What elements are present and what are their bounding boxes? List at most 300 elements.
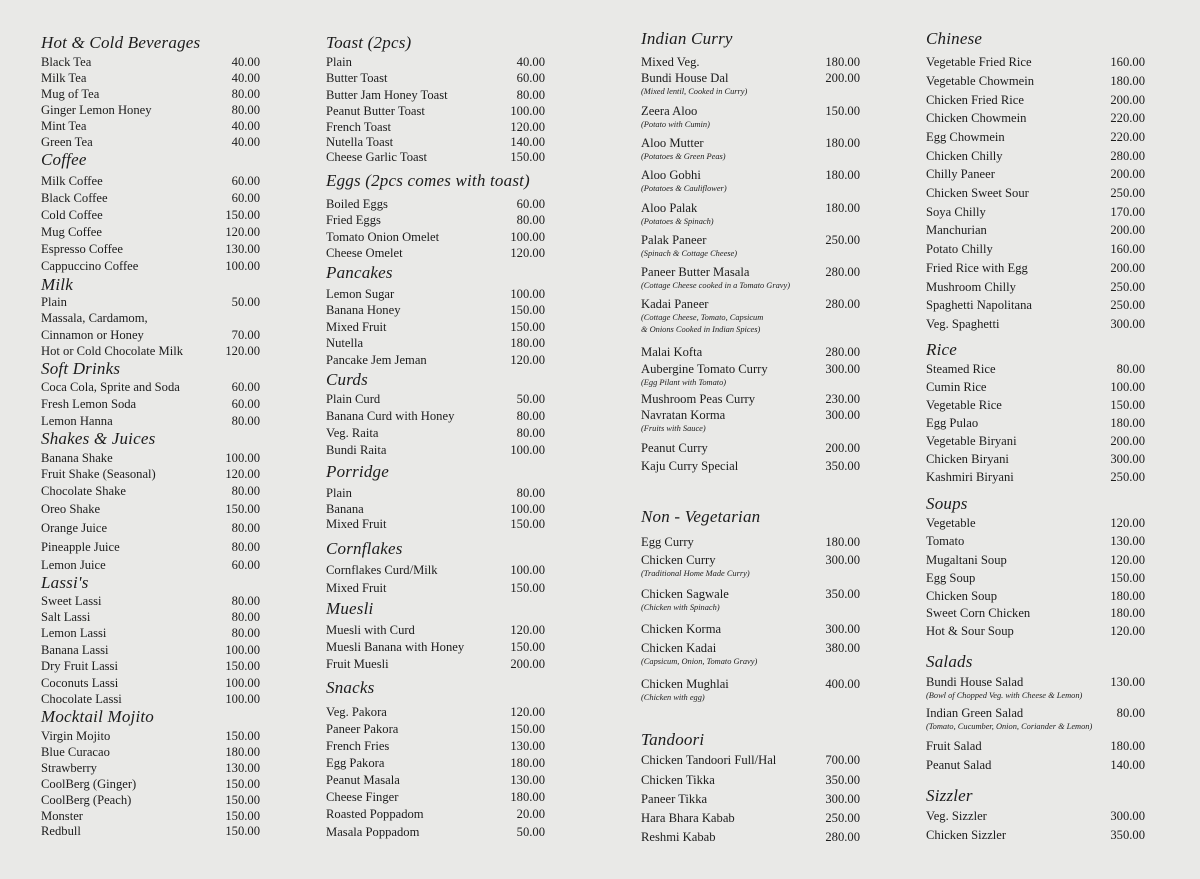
- menu-item-name: Lemon Hanna: [41, 414, 113, 428]
- menu-item: [326, 391, 545, 407]
- menu-item: [641, 621, 860, 637]
- menu-item-price: 150.00: [510, 722, 545, 736]
- menu-item: [641, 829, 860, 845]
- menu-item-description: (Capsicum, Onion, Tomato Gravy): [641, 657, 758, 666]
- menu-item-name: Egg Curry: [641, 535, 694, 549]
- menu-item-name: Coconuts Lassi: [41, 676, 119, 690]
- menu-item-name: Chicken Kadai: [641, 641, 717, 655]
- menu-item: [926, 570, 1145, 586]
- menu-item: [41, 190, 260, 206]
- menu-item: [926, 433, 1145, 449]
- menu-item: [326, 408, 545, 424]
- menu-item-price: 130.00: [510, 739, 545, 753]
- menu-item: [41, 593, 260, 609]
- menu-item-price: 80.00: [516, 213, 545, 227]
- menu-item-name: Cornflakes Curd/Milk: [326, 563, 438, 577]
- menu-item-name: Ginger Lemon Honey: [41, 103, 152, 117]
- menu-item-description: (Potatoes & Spinach): [641, 217, 714, 226]
- menu-item-price: 200.00: [1110, 167, 1145, 181]
- menu-item-price: 300.00: [825, 362, 860, 376]
- menu-item: [641, 772, 860, 788]
- menu-item-description: (Bowl of Chopped Veg. with Cheese & Lemon): [926, 691, 1083, 700]
- menu-item-price: 200.00: [1110, 223, 1145, 237]
- menu-item-price: 700.00: [825, 753, 860, 767]
- menu-item-name: Roasted Poppadom: [326, 807, 424, 821]
- menu-item-name: Fried Eggs: [326, 213, 381, 227]
- section-heading: Snacks: [326, 678, 375, 697]
- menu-item-price: 280.00: [825, 265, 860, 279]
- menu-item-price: 300.00: [825, 792, 860, 806]
- menu-item-name: Banana Shake: [41, 451, 113, 465]
- section-heading: Lassi's: [41, 573, 89, 592]
- menu-item-price: 80.00: [231, 610, 260, 624]
- menu-item: [926, 674, 1145, 690]
- menu-item-name: Cappuccino Coffee: [41, 259, 139, 273]
- menu-item-price: 80.00: [516, 88, 545, 102]
- menu-item: [326, 580, 545, 596]
- menu-item: [41, 744, 260, 760]
- menu-item-price: 80.00: [1116, 706, 1145, 720]
- menu-item-price: 120.00: [510, 705, 545, 719]
- section-heading: Rice: [926, 340, 957, 359]
- menu-item: [41, 327, 260, 343]
- menu-item: [326, 755, 545, 771]
- menu-item: [326, 656, 545, 672]
- menu-item-name: Chicken Tikka: [641, 773, 715, 787]
- menu-item-price: 150.00: [510, 581, 545, 595]
- menu-item-price: 280.00: [825, 297, 860, 311]
- menu-item: [41, 413, 260, 429]
- section-heading: Eggs (2pcs comes with toast): [326, 171, 530, 190]
- menu-item-name: Mushroom Peas Curry: [641, 392, 756, 406]
- menu-item-name: CoolBerg (Ginger): [41, 777, 137, 791]
- menu-item-name: Plain: [41, 295, 67, 309]
- menu-item: [326, 738, 545, 754]
- menu-item-price: 50.00: [231, 295, 260, 309]
- menu-item-name: Vegetable Fried Rice: [926, 55, 1032, 69]
- menu-item-name: Mugaltani Soup: [926, 553, 1007, 567]
- menu-item: [41, 294, 260, 310]
- menu-item-name: Chicken Sweet Sour: [926, 186, 1029, 200]
- menu-item-name: Banana: [326, 502, 364, 516]
- menu-item-name: Hara Bhara Kabab: [641, 811, 735, 825]
- menu-item-price: 250.00: [1110, 470, 1145, 484]
- menu-item-price: 100.00: [225, 259, 260, 273]
- menu-item-price: 150.00: [225, 502, 260, 516]
- menu-item-name: Paneer Tikka: [641, 792, 708, 806]
- menu-item-price: 130.00: [1110, 534, 1145, 548]
- menu-item: [326, 352, 545, 368]
- menu-item: [926, 379, 1145, 395]
- menu-item: [641, 752, 860, 768]
- menu-item: [326, 103, 545, 119]
- menu-item-name: Chicken Fried Rice: [926, 93, 1024, 107]
- menu-item-price: 250.00: [1110, 298, 1145, 312]
- menu-item-name: Peanut Masala: [326, 773, 400, 787]
- section-heading: Toast (2pcs): [326, 33, 412, 52]
- menu-item-price: 130.00: [225, 761, 260, 775]
- menu-item-price: 400.00: [825, 677, 860, 691]
- menu-item-name: Cheese Omelet: [326, 246, 403, 260]
- menu-item-name: Chocolate Lassi: [41, 692, 122, 706]
- menu-item-description: (Cottage Cheese, Tomato, Capsicum: [641, 313, 764, 322]
- menu-item-name: Pineapple Juice: [41, 540, 120, 554]
- menu-item: [926, 279, 1145, 295]
- menu-item: [41, 224, 260, 240]
- menu-item: [41, 118, 260, 134]
- menu-item-price: 180.00: [825, 535, 860, 549]
- menu-item: [41, 343, 260, 359]
- menu-item-name: Masala Poppadom: [326, 825, 420, 839]
- menu-item-price: 40.00: [231, 55, 260, 69]
- menu-item: [926, 705, 1145, 721]
- menu-item-name: Hot & Sour Soup: [926, 624, 1014, 638]
- menu-item: [326, 704, 545, 720]
- menu-item: [41, 609, 260, 625]
- menu-item-price: 120.00: [225, 344, 260, 358]
- menu-item-price: 100.00: [510, 104, 545, 118]
- section-heading: Non - Vegetarian: [641, 507, 761, 526]
- menu-item-name: Chicken Korma: [641, 622, 722, 636]
- menu-item-name: Chicken Mughlai: [641, 677, 729, 691]
- menu-item-price: 150.00: [1110, 571, 1145, 585]
- menu-item-name: Mixed Fruit: [326, 581, 387, 595]
- menu-item: [41, 776, 260, 792]
- menu-item: [41, 625, 260, 641]
- menu-item-name: Salt Lassi: [41, 610, 91, 624]
- menu-item: [41, 450, 260, 466]
- menu-item-name: Mixed Fruit: [326, 517, 387, 531]
- menu-item: [926, 738, 1145, 754]
- menu-item-name: Potato Chilly: [926, 242, 993, 256]
- menu-item-price: 200.00: [825, 71, 860, 85]
- menu-item: [926, 110, 1145, 126]
- menu-item: [326, 119, 545, 135]
- menu-item: [41, 258, 260, 274]
- menu-item: [641, 458, 860, 474]
- menu-item: [926, 204, 1145, 220]
- menu-item: [41, 70, 260, 86]
- menu-item-name: Nutella: [326, 336, 364, 350]
- menu-item-price: 100.00: [1110, 380, 1145, 394]
- menu-item-price: 140.00: [1110, 758, 1145, 772]
- menu-item-price: 350.00: [825, 459, 860, 473]
- menu-item: [926, 73, 1145, 89]
- menu-item: [326, 721, 545, 737]
- menu-item: [41, 539, 260, 555]
- menu-item-name: Chicken Chilly: [926, 149, 1003, 163]
- menu-item: [326, 335, 545, 351]
- menu-item-price: 160.00: [1110, 55, 1145, 69]
- menu-item: [641, 407, 860, 423]
- menu-item: [641, 200, 860, 216]
- menu-item-price: 150.00: [510, 303, 545, 317]
- menu-item-description-line2: & Onions Cooked in Indian Spices): [641, 325, 761, 334]
- menu-item-price: 80.00: [516, 409, 545, 423]
- menu-item-name: Monster: [41, 809, 83, 823]
- menu-item-price: 120.00: [225, 225, 260, 239]
- menu-item-name: Bundi House Salad: [926, 675, 1024, 689]
- menu-item: [926, 260, 1145, 276]
- menu-item-name: French Toast: [326, 120, 391, 134]
- menu-item: [326, 639, 545, 655]
- menu-item-price: 150.00: [225, 208, 260, 222]
- menu-item-name: Cheese Finger: [326, 790, 399, 804]
- menu-item: [41, 379, 260, 395]
- menu-item-name: Zeera Aloo: [641, 104, 698, 118]
- menu-item: [326, 54, 545, 70]
- menu-item-name: Cold Coffee: [41, 208, 103, 222]
- menu-item: [926, 222, 1145, 238]
- menu-item: [926, 605, 1145, 621]
- menu-item: [41, 808, 260, 824]
- menu-item-price: 80.00: [516, 486, 545, 500]
- menu-item-price: 60.00: [231, 397, 260, 411]
- menu-item-price: 180.00: [825, 201, 860, 215]
- menu-item-name: Chicken Biryani: [926, 452, 1009, 466]
- menu-item: [326, 789, 545, 805]
- menu-item: [926, 515, 1145, 531]
- menu-item-price: 40.00: [231, 135, 260, 149]
- menu-item: [926, 129, 1145, 145]
- menu-item: [926, 54, 1145, 70]
- menu-item-price: 180.00: [225, 745, 260, 759]
- menu-item-description: (Tomato, Cucumber, Onion, Coriander & Lemon): [926, 722, 1093, 731]
- menu-item-name: Fruit Muesli: [326, 657, 389, 671]
- menu-item: [641, 676, 860, 692]
- menu-item-price: 120.00: [510, 246, 545, 260]
- menu-item-name: Bundi Raita: [326, 443, 387, 457]
- menu-item: [641, 534, 860, 550]
- menu-item-price: 350.00: [1110, 828, 1145, 842]
- menu-item: [41, 642, 260, 658]
- menu-item: [326, 824, 545, 840]
- menu-item-price: 100.00: [225, 692, 260, 706]
- section-heading: Curds: [326, 370, 368, 389]
- menu-item: [926, 148, 1145, 164]
- menu-item-price: 180.00: [1110, 589, 1145, 603]
- menu-item-price: 120.00: [510, 120, 545, 134]
- menu-item-name: Aloo Gobhi: [641, 168, 701, 182]
- section-heading: Chinese: [926, 29, 983, 48]
- menu-item-name: Veg. Pakora: [326, 705, 387, 719]
- menu-item-description: (Mixed lentil, Cooked in Curry): [641, 87, 748, 96]
- menu-item: [41, 557, 260, 573]
- menu-item-name: Lemon Sugar: [326, 287, 395, 301]
- section-heading: Muesli: [326, 599, 374, 618]
- menu-item-name: Chicken Sagwale: [641, 587, 729, 601]
- menu-item-price: 200.00: [1110, 261, 1145, 275]
- menu-item-name: Lemon Lassi: [41, 626, 107, 640]
- menu-item-price: 250.00: [825, 811, 860, 825]
- menu-item: [41, 728, 260, 744]
- menu-item-description: (Cottage Cheese cooked in a Tomato Gravy): [641, 281, 791, 290]
- menu-item-name: Mixed Veg.: [641, 55, 700, 69]
- menu-item: [41, 396, 260, 412]
- menu-item: [641, 264, 860, 280]
- menu-item-price: 80.00: [231, 626, 260, 640]
- menu-item-name: Kashmiri Biryani: [926, 470, 1014, 484]
- menu-item-name: Fresh Lemon Soda: [41, 397, 137, 411]
- menu-item-name: Vegetable Biryani: [926, 434, 1017, 448]
- menu-item-name: Chicken Soup: [926, 589, 998, 603]
- menu-item-price: 40.00: [231, 119, 260, 133]
- menu-item-name: Vegetable: [926, 516, 976, 530]
- menu-item-name: Green Tea: [41, 135, 93, 149]
- menu-item-name: Peanut Curry: [641, 441, 708, 455]
- menu-item: [926, 827, 1145, 843]
- menu-item-name: Spaghetti Napolitana: [926, 298, 1032, 312]
- menu-item: [41, 54, 260, 70]
- menu-item-price: 200.00: [1110, 93, 1145, 107]
- menu-item: [326, 501, 545, 517]
- menu-item-name: Chicken Tandoori Full/Hal: [641, 753, 777, 767]
- menu-item-price: 180.00: [825, 55, 860, 69]
- menu-item-description: (Spinach & Cottage Cheese): [641, 249, 738, 258]
- menu-item-name: Egg Chowmein: [926, 130, 1005, 144]
- section-heading: Milk: [41, 275, 73, 294]
- menu-item-name: Tomato: [926, 534, 965, 548]
- menu-item-price: 180.00: [510, 336, 545, 350]
- menu-item-name: CoolBerg (Peach): [41, 793, 132, 807]
- menu-item-price: 60.00: [231, 191, 260, 205]
- menu-item-description: (Potatoes & Green Peas): [641, 152, 726, 161]
- menu-item-name: Milk Coffee: [41, 174, 103, 188]
- menu-item-description: (Chicken with Spinach): [641, 603, 720, 612]
- menu-item: [926, 361, 1145, 377]
- menu-item: [926, 623, 1145, 639]
- menu-item-name: Malai Kofta: [641, 345, 703, 359]
- menu-item-name: Pancake Jem Jeman: [326, 353, 427, 367]
- menu-item-description: (Fruits with Sauce): [641, 424, 706, 433]
- menu-item: [641, 103, 860, 119]
- menu-item-name: Vegetable Chowmein: [926, 74, 1035, 88]
- menu-item-price: 150.00: [510, 150, 545, 164]
- menu-item-price: 120.00: [1110, 553, 1145, 567]
- section-heading: Soups: [926, 494, 968, 513]
- menu-item-price: 50.00: [516, 392, 545, 406]
- menu-item-price: 80.00: [231, 414, 260, 428]
- menu-item-name: Bundi House Dal: [641, 71, 729, 85]
- menu-item-name: Banana Lassi: [41, 643, 109, 657]
- menu-item-price: 100.00: [510, 502, 545, 516]
- menu-item: [326, 196, 545, 212]
- menu-item: [41, 658, 260, 674]
- menu-item-price: 100.00: [510, 287, 545, 301]
- menu-item-name: Mixed Fruit: [326, 320, 387, 334]
- menu-item-price: 220.00: [1110, 111, 1145, 125]
- menu-item-price: 180.00: [825, 136, 860, 150]
- menu-item-price: 230.00: [825, 392, 860, 406]
- menu-item: [41, 241, 260, 257]
- menu-item-name: Veg. Spaghetti: [926, 317, 1000, 331]
- menu-item-price: 120.00: [1110, 516, 1145, 530]
- menu-item: [326, 622, 545, 638]
- menu-item: [326, 286, 545, 302]
- menu-item: [926, 316, 1145, 332]
- menu-item-name: Redbull: [41, 824, 81, 838]
- menu-item-price: 50.00: [516, 825, 545, 839]
- menu-item-name: Mushroom Chilly: [926, 280, 1016, 294]
- menu-item-name: Muesli Banana with Honey: [326, 640, 465, 654]
- menu-item-name: Mug of Tea: [41, 87, 100, 101]
- menu-item: [41, 134, 260, 150]
- menu-item-name: Plain: [326, 55, 352, 69]
- menu-item-name: Lemon Juice: [41, 558, 106, 572]
- menu-item-name: Coca Cola, Sprite and Soda: [41, 380, 180, 394]
- menu-item: [326, 229, 545, 245]
- menu-item-price: 60.00: [231, 380, 260, 394]
- menu-item: [641, 296, 860, 312]
- menu-item-name: Sweet Corn Chicken: [926, 606, 1031, 620]
- menu-item-name: Fried Rice with Egg: [926, 261, 1028, 275]
- menu-item-price: 40.00: [516, 55, 545, 69]
- menu-item-name: Veg. Raita: [326, 426, 379, 440]
- menu-item-price: 300.00: [825, 408, 860, 422]
- menu-item: [41, 792, 260, 808]
- menu-item-name: Hot or Cold Chocolate Milk: [41, 344, 184, 358]
- menu-item-price: 100.00: [225, 676, 260, 690]
- menu-item-price: 300.00: [1110, 809, 1145, 823]
- menu-item: [41, 102, 260, 118]
- menu-item-price: 130.00: [225, 242, 260, 256]
- menu-item-name: Aloo Mutter: [641, 136, 704, 150]
- menu-item-price: 60.00: [231, 174, 260, 188]
- menu-item: [41, 173, 260, 189]
- menu-item-name: Cumin Rice: [926, 380, 987, 394]
- menu-item-price: 180.00: [1110, 739, 1145, 753]
- menu-item-name: Chocolate Shake: [41, 484, 126, 498]
- menu-item-name: Chicken Sizzler: [926, 828, 1007, 842]
- menu-item-price: 140.00: [510, 135, 545, 149]
- menu-item-name: Butter Toast: [326, 71, 388, 85]
- section-heading: Sizzler: [926, 786, 973, 805]
- menu-item: [326, 806, 545, 822]
- menu-item: [41, 483, 260, 499]
- menu-item: [926, 533, 1145, 549]
- menu-item: [926, 469, 1145, 485]
- menu-item-name: Paneer Butter Masala: [641, 265, 750, 279]
- menu-item-name: Cinnamon or Honey: [41, 328, 144, 342]
- menu-item-name: Vegetable Rice: [926, 398, 1002, 412]
- menu-item: [641, 361, 860, 377]
- menu-item-price: 130.00: [1110, 675, 1145, 689]
- menu-item-price: 80.00: [231, 87, 260, 101]
- menu-item: [641, 586, 860, 602]
- menu-item-name: Peanut Salad: [926, 758, 992, 772]
- menu-item: [926, 757, 1145, 773]
- menu-item-price: 350.00: [825, 773, 860, 787]
- section-heading: Indian Curry: [641, 29, 733, 48]
- menu-item-price: 80.00: [231, 484, 260, 498]
- menu-item-price: 280.00: [1110, 149, 1145, 163]
- menu-item: [326, 442, 545, 458]
- menu-item-price: 200.00: [1110, 434, 1145, 448]
- menu-item-name: Navratan Korma: [641, 408, 726, 422]
- menu-item-name: Reshmi Kabab: [641, 830, 716, 844]
- menu-item: [326, 772, 545, 788]
- menu-item-price: 250.00: [1110, 186, 1145, 200]
- menu-item-price: 150.00: [510, 320, 545, 334]
- menu-item-price: 170.00: [1110, 205, 1145, 219]
- menu-item-name: Egg Pulao: [926, 416, 979, 430]
- menu-item-price: 80.00: [231, 103, 260, 117]
- menu-item-name: Mint Tea: [41, 119, 87, 133]
- menu-item-price: 130.00: [510, 773, 545, 787]
- menu-item-name: Kaju Curry Special: [641, 459, 739, 473]
- menu-item-price: 280.00: [825, 345, 860, 359]
- menu-item-price: 100.00: [510, 443, 545, 457]
